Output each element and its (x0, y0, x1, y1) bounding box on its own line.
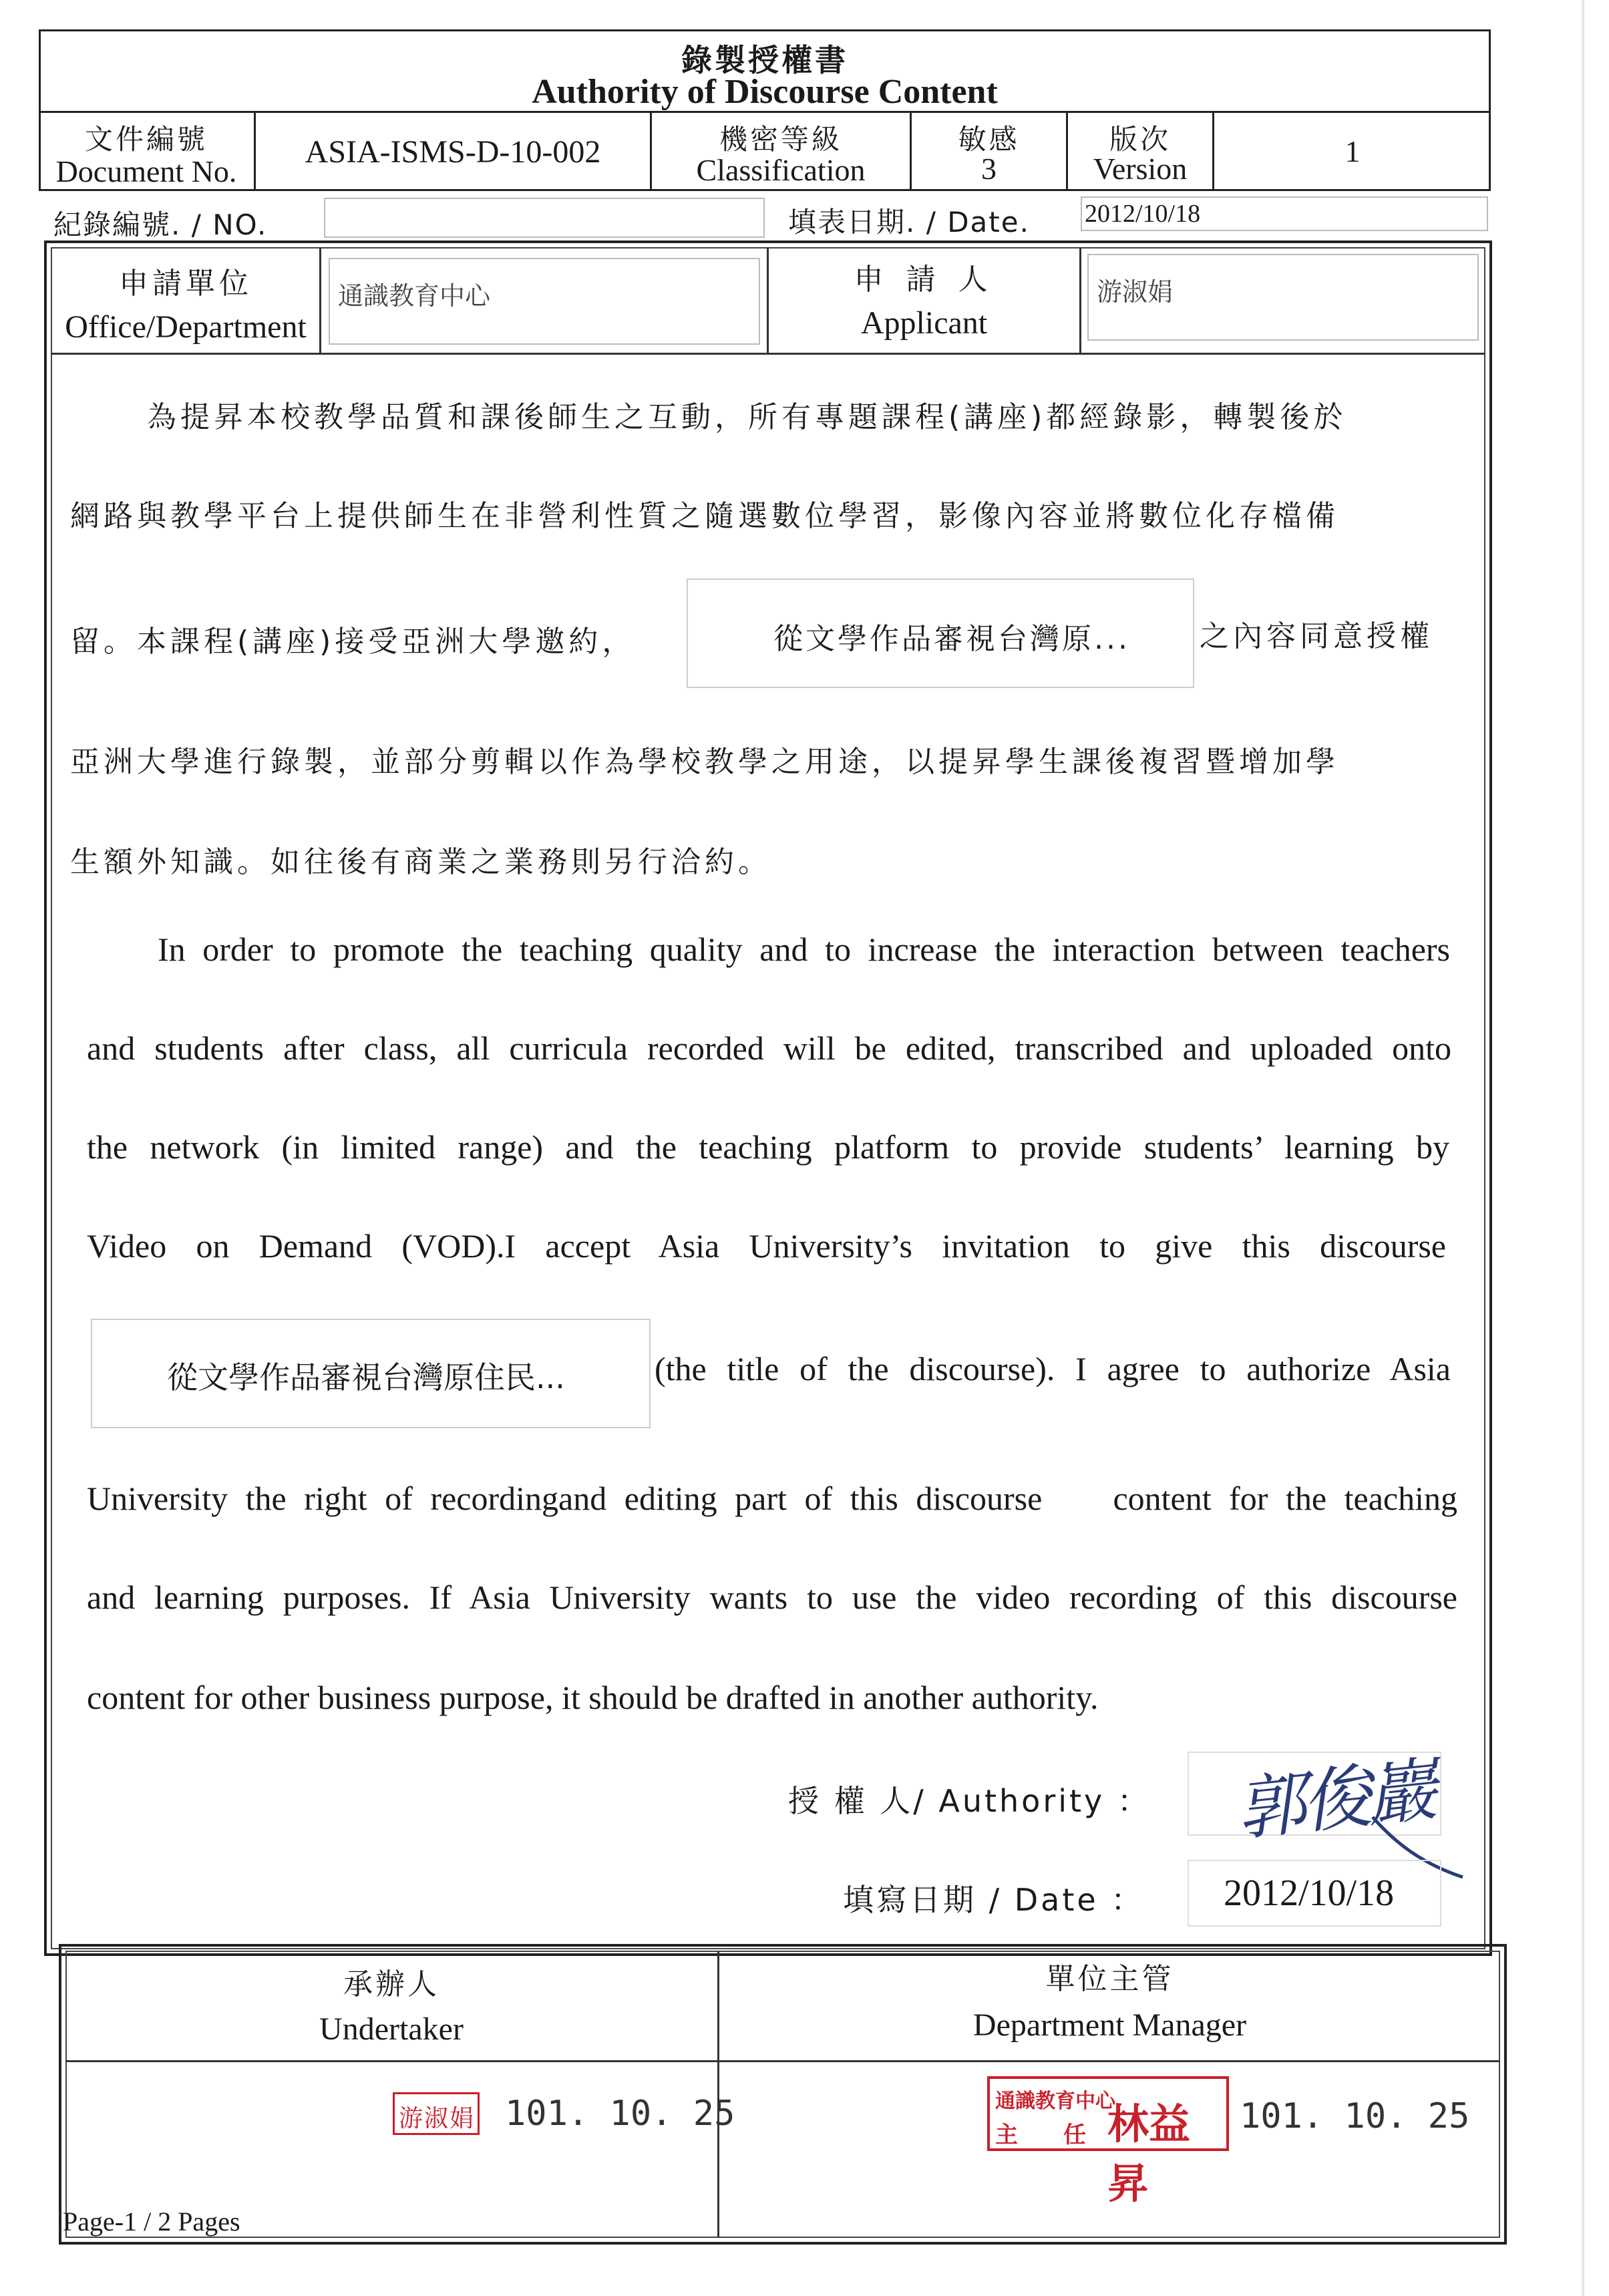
doc-no-label-zh: 文件編號 (84, 123, 208, 156)
signature-date-label: 填寫日期 / Date ： (843, 1882, 1145, 1918)
manager-label-zh: 單位主管 (1045, 1962, 1174, 1996)
signature-date-field[interactable] (1188, 1860, 1441, 1927)
discourse-title-field-en[interactable] (91, 1319, 651, 1428)
classification-label-en: Classification (696, 153, 866, 187)
body-en-line2: and students after class, all curricula recorded will be edited, transcribed and uploaded onto (87, 1029, 1451, 1067)
body-zh-line3-after: 之內容同意授權 (1200, 619, 1433, 653)
body-en-line3: the network (in limited range) and the teaching platform to provide students’ learning by (87, 1128, 1449, 1166)
manager-stamp-name: 林益昇 (1107, 2100, 1191, 2208)
version-value: 1 (1345, 134, 1361, 168)
discourse-title-field-zh[interactable] (687, 579, 1194, 688)
discourse-title-en-value: 從文學作品審視台灣原住民... (167, 1359, 565, 1396)
manager-stamp-line1: 通識教育中心 (995, 2090, 1115, 2113)
form-title-en: Authority of Discourse Content (532, 73, 998, 111)
doc-no-value: ASIA-ISMS-D-10-002 (305, 134, 601, 170)
manager-stamp-line2: 主 任 (995, 2122, 1086, 2148)
applicant-field[interactable] (1087, 254, 1479, 341)
office-value: 通識教育中心 (338, 281, 491, 311)
page-number: Page-1 / 2 Pages (63, 2206, 240, 2237)
body-en-line4: Video on Demand (VOD).I accept Asia University’s invitation to give this discourse (87, 1227, 1446, 1265)
body-en-line8: content for other business purpose, it should be drafted in another authority. (87, 1679, 1099, 1716)
undertaker-stamp (393, 2092, 480, 2135)
body-en-line5: (the title of the discourse). I agree to authorize Asia (655, 1350, 1451, 1387)
approval-row-divider (65, 2060, 1500, 2062)
signature-date-value: 2012/10/18 (1224, 1872, 1395, 1914)
body-en-line1: In order to promote the teaching quality and to increase the interaction between teachers (158, 931, 1450, 968)
applicant-row-divider (319, 247, 321, 354)
applicant-value: 游淑娟 (1097, 277, 1174, 307)
applicant-label-zh: 申 請 人 (854, 263, 995, 297)
body-en-line6: University the right of recordingand editing part of this discourse content for the teaching (87, 1480, 1457, 1517)
record-no-label: 紀錄編號. / NO. (53, 208, 268, 241)
body-zh-line5: 生額外知識。如往後有商業之業務則另行洽約。 (70, 845, 771, 879)
authority-label: 授 權 人/ Authority ： (788, 1783, 1151, 1819)
version-label-en: Version (1093, 152, 1188, 186)
body-zh-line2: 網路與教學平台上提供師生在非營利性質之隨選數位學習，影像內容並將數位化存檔備 (70, 499, 1339, 533)
body-zh-line4: 亞洲大學進行錄製，並部分剪輯以作為學校教學之用途，以提昇學生課後複習暨增加學 (70, 745, 1339, 779)
fill-date-field[interactable] (1081, 196, 1488, 231)
body-zh-line3-before: 留。本課程(講座)接受亞洲大學邀約， (70, 625, 636, 659)
office-field[interactable] (329, 258, 760, 345)
authority-signature: 郭俊巖 (1232, 1748, 1437, 1850)
doc-no-label-en: Document No. (55, 154, 237, 188)
undertaker-date-stamp: 101. 10. 25 (505, 2094, 735, 2134)
sensitive-value: 3 (981, 152, 997, 186)
undertaker-label-zh: 承辦人 (343, 1967, 439, 2001)
office-label-en: Office/Department (65, 309, 307, 345)
sensitive-label: 敏感 (958, 123, 1020, 156)
manager-label-en: Department Manager (972, 2007, 1247, 2043)
version-label-zh: 版次 (1109, 123, 1171, 156)
manager-stamp (987, 2076, 1229, 2208)
discourse-title-zh-value: 從文學作品審視台灣原... (773, 622, 1130, 656)
office-label-zh: 申請單位 (119, 267, 252, 301)
applicant-label-en: Applicant (860, 305, 988, 341)
fill-date-value: 2012/10/18 (1085, 200, 1201, 228)
fill-date-label: 填表日期. / Date. (788, 206, 1030, 238)
body-zh-line1: 為提昇本校教學品質和課後師生之互動，所有專題課程(講座)都經錄影，轉製後於 (147, 400, 1347, 434)
undertaker-label-en: Undertaker (319, 2011, 464, 2047)
scan-edge (1582, 0, 1584, 2296)
manager-date-stamp: 101. 10. 25 (1240, 2096, 1470, 2136)
undertaker-stamp-text: 游淑娟 (399, 2105, 476, 2132)
record-no-field[interactable] (324, 198, 765, 238)
form-title-zh: 錄製授權書 (681, 42, 848, 78)
applicant-row-divider (1079, 247, 1081, 354)
classification-label-zh: 機密等級 (719, 123, 842, 156)
body-en-line7: and learning purposes. If Asia University wants to use the video recording of this discourse (87, 1579, 1457, 1616)
